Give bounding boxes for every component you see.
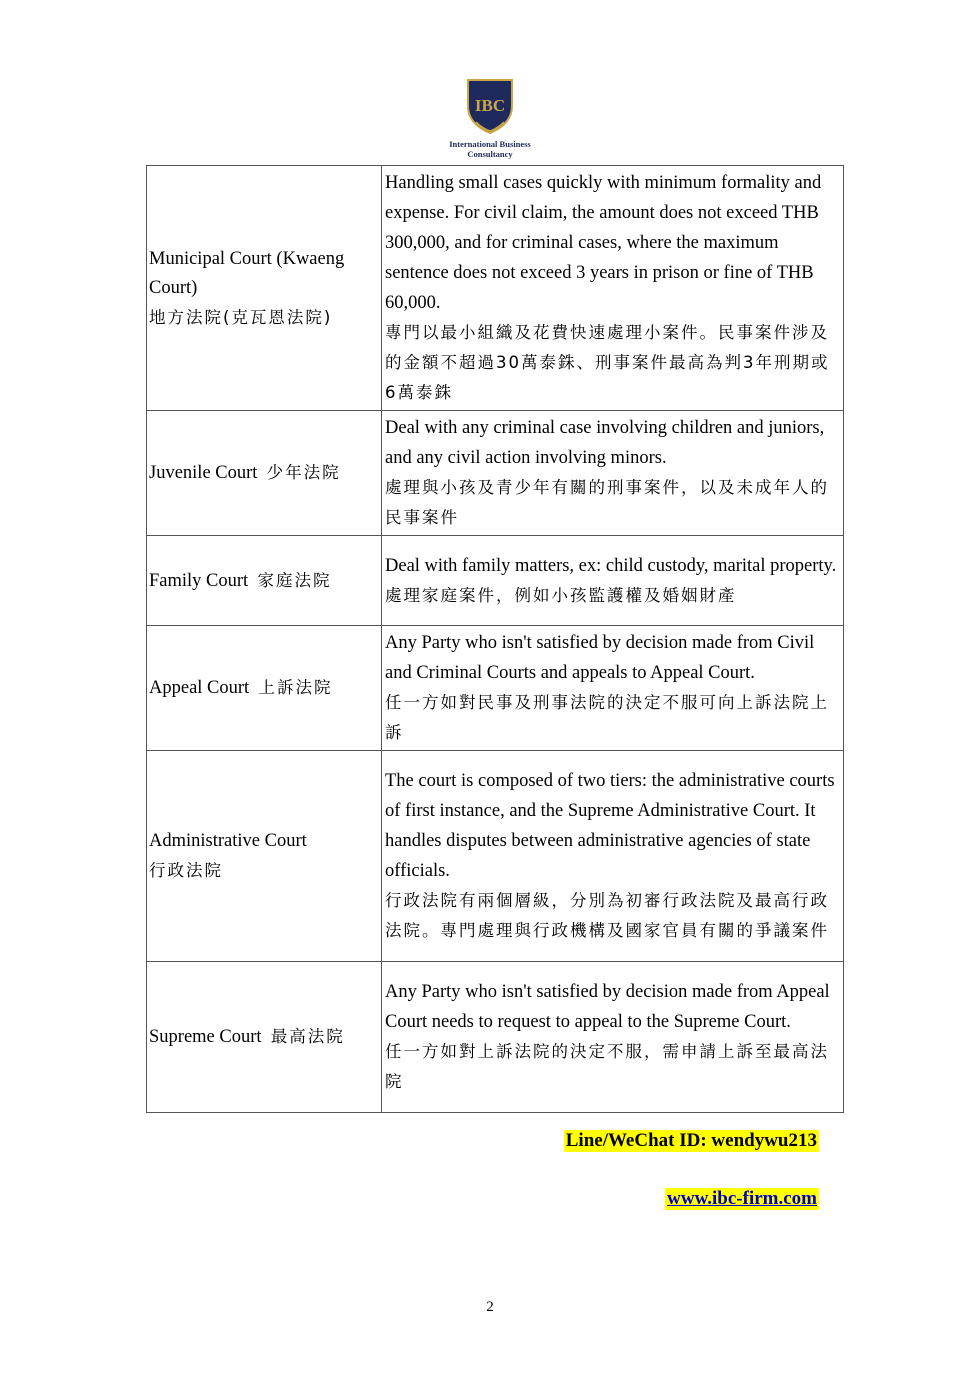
courts-table bbox=[146, 165, 844, 1113]
table-row bbox=[147, 962, 844, 1113]
page-number: 2 bbox=[486, 1299, 494, 1315]
court-desc-cell bbox=[382, 166, 844, 411]
court-name-en: Appeal Court bbox=[149, 678, 250, 698]
website-link[interactable]: www.ibc-firm.com bbox=[667, 1188, 817, 1209]
court-name-en: Municipal Court (Kwaeng Court) bbox=[149, 248, 345, 298]
table-row bbox=[147, 166, 844, 411]
court-desc-cell bbox=[382, 626, 844, 751]
company-logo bbox=[440, 76, 540, 159]
court-name-zh: 地方法院(克瓦恩法院) bbox=[149, 307, 333, 327]
court-name-en: Family Court bbox=[149, 570, 249, 591]
court-name-zh: 少年法院 bbox=[266, 463, 341, 482]
court-desc-zh: 專門以最小組織及花費快速處理小案件。民事案件涉及的金額不超過30萬泰銖、刑事案件最高為判3年刑期或6萬泰銖 bbox=[385, 323, 830, 402]
court-name-cell bbox=[147, 411, 382, 536]
table-row bbox=[147, 536, 844, 626]
court-name-en: Administrative Court bbox=[149, 831, 307, 851]
court-name-cell bbox=[147, 751, 382, 962]
logo-caption-line2: Consultancy bbox=[467, 149, 513, 159]
court-name-cell bbox=[147, 962, 382, 1113]
court-desc-cell bbox=[382, 536, 844, 626]
table-row bbox=[147, 751, 844, 962]
court-desc-en: The court is composed of two tiers: the administrative courts of first instance, and the Supreme Administrative Court. It handles disputes between administrative agencies of state officials. bbox=[385, 771, 835, 881]
court-desc-en: Deal with any criminal case involving children and juniors, and any civil action involving minors. bbox=[385, 418, 825, 468]
court-desc-en: Any Party who isn't satisfied by decision made from Appeal Court needs to request to appeal to the Supreme Court. bbox=[385, 982, 830, 1032]
table-row bbox=[147, 626, 844, 751]
court-desc-cell bbox=[382, 751, 844, 962]
court-desc-cell bbox=[382, 962, 844, 1113]
court-name-zh: 家庭法院 bbox=[257, 570, 332, 590]
court-desc-en: Any Party who isn't satisfied by decision made from Civil and Criminal Courts and appeals to Appeal Court. bbox=[385, 633, 815, 683]
court-desc-zh: 處理家庭案件，例如小孩監護權及婚姻財產 bbox=[385, 585, 737, 605]
line-wechat-id: Line/WeChat ID: wendywu213 bbox=[565, 1130, 817, 1151]
table-row bbox=[147, 411, 844, 536]
court-name-cell bbox=[147, 166, 382, 411]
court-name-zh: 上訴法院 bbox=[258, 678, 333, 697]
court-name-zh: 行政法院 bbox=[149, 861, 223, 880]
shield-logo-icon bbox=[464, 76, 516, 136]
logo-caption-line1: International Business bbox=[449, 139, 531, 149]
court-name-en: Juvenile Court bbox=[149, 463, 258, 483]
svg-text:IBC: IBC bbox=[474, 96, 506, 115]
court-desc-cell bbox=[382, 411, 844, 536]
court-desc-zh: 處理與小孩及青少年有關的刑事案件，以及未成年人的民事案件 bbox=[385, 478, 829, 527]
court-name-en: Supreme Court bbox=[149, 1027, 262, 1047]
court-desc-en: Deal with family matters, ex: child custody, marital property. bbox=[385, 555, 837, 576]
court-name-cell bbox=[147, 626, 382, 751]
court-desc-zh: 行政法院有兩個層級，分別為初審行政法院及最高行政法院。專門處理與行政機構及國家官員有關的爭議案件 bbox=[385, 891, 829, 940]
court-name-cell bbox=[147, 536, 382, 626]
court-name-zh: 最高法院 bbox=[270, 1027, 345, 1046]
court-desc-zh: 任一方如對上訴法院的決定不服，需申請上訴至最高法院 bbox=[385, 1042, 829, 1091]
court-desc-zh: 任一方如對民事及刑事法院的決定不服可向上訴法院上訴 bbox=[385, 693, 829, 742]
court-desc-en: Handling small cases quickly with minimum formality and expense. For civil claim, the amount does not exceed THB 300,000, and for criminal cases, where the maximum sentence does not exceed 3 years in prison or fine of THB 60,000. bbox=[385, 173, 822, 313]
